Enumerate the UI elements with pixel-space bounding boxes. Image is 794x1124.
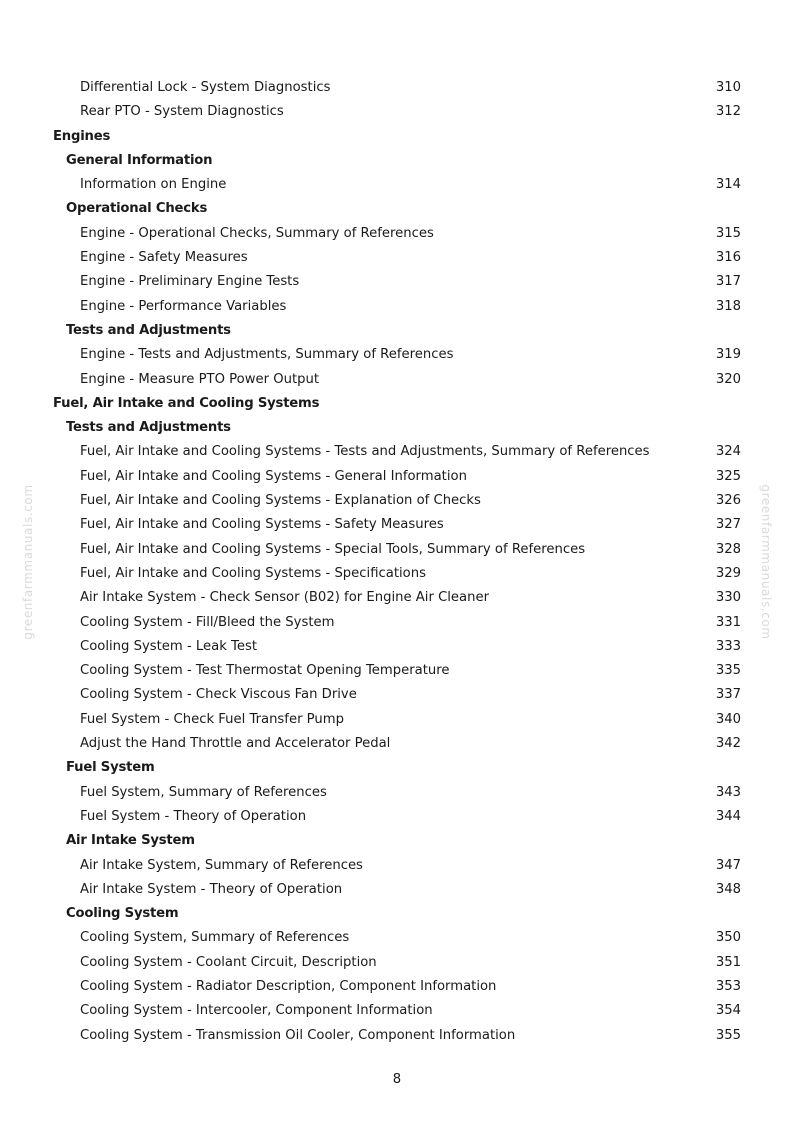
toc-title: Tests and Adjustments: [66, 322, 231, 338]
toc-entry[interactable]: [0, 1024, 794, 1048]
toc-entry[interactable]: [0, 683, 794, 707]
toc-entry[interactable]: [0, 951, 794, 975]
toc-page-number: 353: [715, 978, 741, 994]
toc-page-number: 355: [715, 1027, 741, 1043]
toc-title: Cooling System, Summary of References: [80, 930, 350, 946]
toc-entry[interactable]: [0, 489, 794, 513]
toc-subsection: [0, 902, 794, 926]
toc-title: Engine - Measure PTO Power Output: [80, 371, 320, 387]
toc-entry[interactable]: [0, 562, 794, 586]
toc-title: Cooling System - Fill/Bleed the System: [80, 614, 335, 630]
watermark-left: greenfarmmanuals.com: [21, 484, 35, 640]
toc-entry[interactable]: [0, 586, 794, 610]
toc-page-number: 342: [715, 736, 741, 752]
toc-entry[interactable]: [0, 975, 794, 999]
toc-entry[interactable]: [0, 222, 794, 246]
toc-title: Cooling System - Radiator Description, Component Information: [80, 978, 497, 994]
toc-section: [0, 125, 794, 149]
toc-title: General Information: [66, 152, 213, 168]
toc-entry[interactable]: [0, 708, 794, 732]
toc-entry[interactable]: [0, 368, 794, 392]
toc-title: Cooling System - Check Viscous Fan Drive: [80, 687, 357, 703]
toc-entry[interactable]: [0, 999, 794, 1023]
toc-title: Air Intake System: [66, 833, 195, 849]
toc-page-number: 324: [715, 444, 741, 460]
toc-title: Fuel System, Summary of References: [80, 784, 327, 800]
toc-entry[interactable]: [0, 611, 794, 635]
toc-title: Air Intake System - Theory of Operation: [80, 881, 343, 897]
toc-title: Engine - Safety Measures: [80, 250, 248, 266]
toc-title: Engine - Operational Checks, Summary of References: [80, 225, 434, 241]
toc-title: Fuel System - Check Fuel Transfer Pump: [80, 711, 344, 727]
toc-title: Fuel, Air Intake and Cooling Systems - Specifications: [80, 565, 426, 581]
toc-entry[interactable]: [0, 76, 794, 100]
toc-entry[interactable]: [0, 173, 794, 197]
toc-page-number: 320: [715, 371, 741, 387]
toc-title: Engine - Preliminary Engine Tests: [80, 274, 300, 290]
toc-page-number: 329: [715, 565, 741, 581]
toc-page-number: 315: [715, 225, 741, 241]
toc-entry[interactable]: [0, 440, 794, 464]
toc-title: Air Intake System, Summary of References: [80, 857, 363, 873]
toc-entry[interactable]: [0, 781, 794, 805]
toc-entry[interactable]: [0, 805, 794, 829]
toc-page-number: 326: [715, 493, 741, 509]
toc-title: Cooling System - Coolant Circuit, Description: [80, 954, 377, 970]
toc-title: Fuel, Air Intake and Cooling Systems - Tests and Adjustments, Summary of References: [80, 444, 650, 460]
toc-page-number: 354: [715, 1003, 741, 1019]
toc-page-number: 351: [715, 954, 741, 970]
toc-subsection: [0, 756, 794, 780]
toc-title: Cooling System - Transmission Oil Cooler, Component Information: [80, 1027, 516, 1043]
toc-entry[interactable]: [0, 513, 794, 537]
toc-page-number: 335: [715, 663, 741, 679]
toc-entry[interactable]: [0, 100, 794, 124]
toc-title: Operational Checks: [66, 201, 208, 217]
toc-subsection: [0, 319, 794, 343]
toc-subsection: [0, 416, 794, 440]
toc-subsection: [0, 829, 794, 853]
toc-title: Information on Engine: [80, 177, 227, 193]
toc-section: [0, 392, 794, 416]
toc-entry[interactable]: [0, 538, 794, 562]
toc-page-number: 337: [715, 687, 741, 703]
toc-entry[interactable]: [0, 878, 794, 902]
toc-title: Fuel System: [66, 760, 155, 776]
toc-title: Engines: [53, 128, 111, 144]
toc-title: Cooling System - Test Thermostat Opening Temperature: [80, 663, 450, 679]
toc-page-number: 343: [715, 784, 741, 800]
toc-page-number: 310: [715, 80, 741, 95]
toc-entry[interactable]: [0, 465, 794, 489]
toc-title: Engine - Tests and Adjustments, Summary of References: [80, 347, 454, 363]
toc-page-number: 333: [715, 638, 741, 654]
toc-page-number: 325: [715, 468, 741, 484]
toc-page-number: 327: [715, 517, 741, 533]
toc-page-number: 314: [715, 177, 741, 193]
toc-page-number: 330: [715, 590, 741, 606]
watermark-right: greenfarmmanuals.com: [759, 484, 773, 640]
toc-page-number: 316: [715, 250, 741, 266]
toc-title: Adjust the Hand Throttle and Accelerator Pedal: [80, 736, 391, 752]
toc-entry[interactable]: [0, 246, 794, 270]
toc-page-number: 328: [715, 541, 741, 557]
table-of-contents: [0, 76, 794, 1048]
toc-page-number: 348: [715, 881, 741, 897]
toc-title: Fuel, Air Intake and Cooling Systems - General Information: [80, 468, 467, 484]
toc-subsection: [0, 197, 794, 221]
toc-page-number: 331: [715, 614, 741, 630]
toc-title: Rear PTO - System Diagnostics: [80, 104, 284, 120]
toc-page-number: 312: [715, 104, 741, 120]
toc-title: Cooling System: [66, 906, 179, 922]
toc-title: Engine - Performance Variables: [80, 298, 287, 314]
toc-title: Cooling System - Leak Test: [80, 638, 258, 654]
toc-title: Air Intake System - Check Sensor (B02) for Engine Air Cleaner: [80, 590, 490, 606]
toc-page-number: 317: [715, 274, 741, 290]
toc-title: Fuel, Air Intake and Cooling Systems - Safety Measures: [80, 517, 444, 533]
toc-entry[interactable]: [0, 270, 794, 294]
toc-title: Fuel, Air Intake and Cooling Systems: [53, 395, 320, 411]
toc-title: Fuel, Air Intake and Cooling Systems - Special Tools, Summary of References: [80, 541, 586, 557]
toc-entry[interactable]: [0, 343, 794, 367]
toc-entry[interactable]: [0, 295, 794, 319]
toc-page-number: 350: [715, 930, 741, 946]
toc-page-number: 319: [715, 347, 741, 363]
page-number: 8: [392, 1072, 402, 1087]
toc-page-number: 344: [715, 808, 741, 824]
toc-page-number: 347: [715, 857, 741, 873]
toc-page-number: 318: [715, 298, 741, 314]
toc-title: Tests and Adjustments: [66, 420, 231, 436]
toc-entry[interactable]: [0, 926, 794, 950]
toc-title: Differential Lock - System Diagnostics: [80, 80, 331, 95]
toc-entry[interactable]: [0, 854, 794, 878]
toc-entry[interactable]: [0, 659, 794, 683]
toc-page-number: 340: [715, 711, 741, 727]
toc-subsection: [0, 149, 794, 173]
toc-title: Fuel, Air Intake and Cooling Systems - Explanation of Checks: [80, 493, 481, 509]
toc-title: Fuel System - Theory of Operation: [80, 808, 307, 824]
toc-entry[interactable]: [0, 732, 794, 756]
toc-title: Cooling System - Intercooler, Component Information: [80, 1003, 433, 1019]
toc-entry[interactable]: [0, 635, 794, 659]
